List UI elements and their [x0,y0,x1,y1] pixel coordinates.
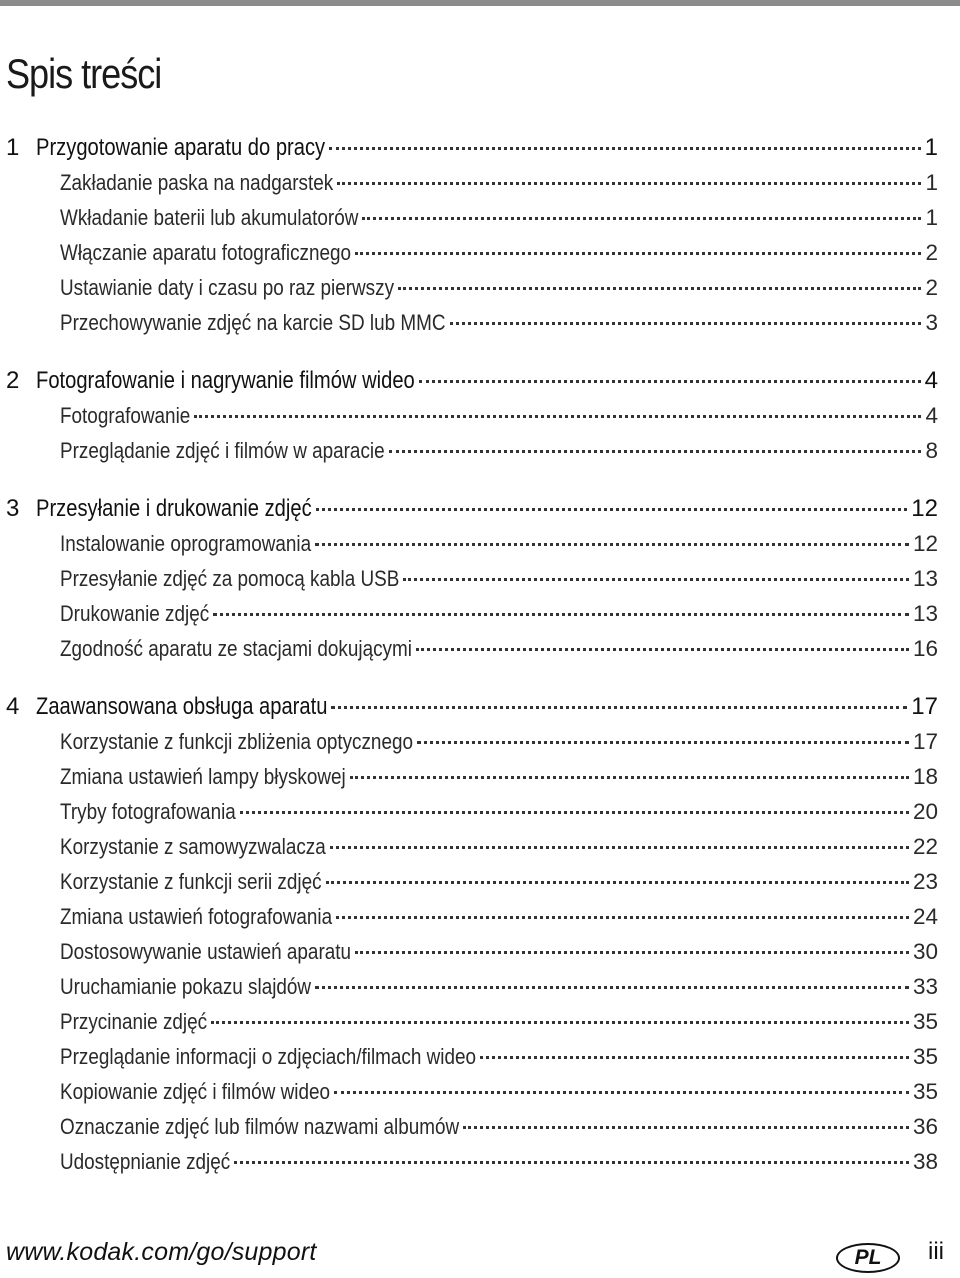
toc-entry[interactable] [60,725,938,759]
entry-page-number: 36 [912,1114,938,1139]
chapter-title: Zaawansowana obsługa aparatu [36,693,328,720]
entry-page-number: 2 [925,240,938,265]
entry-page-number: 4 [924,367,938,394]
entry-title: Zgodność aparatu ze stacjami dokującymi [60,636,412,661]
dot-leader [362,217,921,220]
toc-entry[interactable] [60,166,938,200]
dot-leader [389,450,922,453]
dot-leader [329,147,921,150]
dot-leader [419,380,921,383]
dot-leader [331,706,907,709]
toc-entry[interactable] [60,1040,938,1074]
dot-leader [337,182,921,185]
toc-entry[interactable] [60,1075,938,1109]
entry-title: Drukowanie zdjęć [60,601,210,626]
entry-page-number: 17 [911,693,938,720]
toc-entry[interactable] [60,632,938,666]
page-title: Spis treści [6,50,162,97]
entry-title: Przechowywanie zdjęć na karcie SD lub MMC [60,310,446,335]
toc-entry[interactable] [60,1145,938,1179]
dot-leader [240,811,909,814]
entry-title: Korzystanie z samowyzwalacza [60,834,326,859]
entry-title: Ustawianie daty i czasu po raz pierwszy [60,275,395,300]
dot-leader [480,1056,909,1059]
toc-entry[interactable] [60,1005,938,1039]
entry-page-number: 1 [925,170,938,195]
toc-entry[interactable] [60,236,938,270]
entry-page-number: 1 [925,205,938,230]
entry-page-number: 24 [912,904,938,929]
entry-title: Oznaczanie zdjęć lub filmów nazwami albumów [60,1114,460,1139]
toc-entry[interactable] [60,597,938,631]
toc-entry[interactable] [60,795,938,829]
entry-page-number: 2 [925,275,938,300]
toc-entry[interactable] [60,271,938,305]
dot-leader [315,543,909,546]
entry-title: Udostępnianie zdjęć [60,1149,231,1174]
dot-leader [194,415,921,418]
dot-leader [315,986,909,989]
chapter-number: 2 [6,367,20,394]
entry-page-number: 38 [912,1149,938,1174]
dot-leader [336,916,909,919]
dot-leader [416,648,909,651]
dot-leader [450,322,922,325]
entry-title: Przycinanie zdjęć [60,1009,208,1034]
dot-leader [403,578,909,581]
entry-title: Włączanie aparatu fotograficznego [60,240,352,265]
entry-title: Korzystanie z funkcji serii zdjęć [60,869,322,894]
entry-page-number: 22 [912,834,938,859]
entry-title: Przeglądanie zdjęć i filmów w aparacie [60,438,385,463]
entry-title: Przesyłanie zdjęć za pomocą kabla USB [60,566,400,591]
entry-page-number: 3 [925,310,938,335]
entry-page-number: 8 [925,438,938,463]
dot-leader [213,613,909,616]
toc-entry[interactable] [60,562,938,596]
dot-leader [211,1021,909,1024]
dot-leader [326,881,909,884]
toc-entry[interactable] [60,434,938,468]
toc-entry[interactable] [60,935,938,969]
dot-leader [316,508,908,511]
entry-page-number: 35 [912,1009,938,1034]
chapter-title: Fotografowanie i nagrywanie filmów wideo [36,367,415,394]
entry-title: Dostosowywanie ustawień aparatu [60,939,352,964]
entry-page-number: 23 [912,869,938,894]
entry-page-number: 1 [924,134,938,161]
entry-page-number: 16 [912,636,938,661]
entry-page-number: 30 [912,939,938,964]
dot-leader [330,846,909,849]
entry-title: Zakładanie paska na nadgarstek [60,170,334,195]
entry-title: Instalowanie oprogramowania [60,531,312,556]
entry-title: Przeglądanie informacji o zdjęciach/filmach wideo [60,1044,477,1069]
entry-title: Wkładanie baterii lub akumulatorów [60,205,359,230]
toc-entry[interactable] [60,1110,938,1144]
toc-entry[interactable] [60,306,938,340]
entry-title: Uruchamianie pokazu slajdów [60,974,312,999]
toc-entry[interactable] [60,900,938,934]
chapter-title: Przesyłanie i drukowanie zdjęć [36,495,312,522]
dot-leader [463,1126,909,1129]
top-rule [0,0,960,6]
entry-title: Kopiowanie zdjęć i filmów wideo [60,1079,330,1104]
entry-page-number: 18 [912,764,938,789]
entry-page-number: 12 [911,495,938,522]
entry-page-number: 13 [912,566,938,591]
chapter-number: 4 [6,693,20,720]
entry-page-number: 20 [912,799,938,824]
dot-leader [350,776,909,779]
toc-chapter[interactable] [6,492,938,526]
dot-leader [398,287,921,290]
toc-entry[interactable] [60,760,938,794]
entry-title: Zmiana ustawień fotografowania [60,904,333,929]
entry-title: Korzystanie z funkcji zbliżenia optycznego [60,729,413,754]
toc-entry[interactable] [60,527,938,561]
support-url[interactable]: www.kodak.com/go/support [6,1238,317,1266]
entry-page-number: 13 [912,601,938,626]
chapter-number: 1 [6,134,20,161]
entry-page-number: 12 [912,531,938,556]
entry-page-number: 33 [912,974,938,999]
dot-leader [355,252,921,255]
entry-page-number: 4 [925,403,938,428]
toc-chapter[interactable] [6,131,938,165]
toc-entry[interactable] [60,865,938,899]
entry-title: Fotografowanie [60,403,191,428]
chapter-number: 3 [6,495,20,522]
dot-leader [355,951,909,954]
language-badge: PL [836,1243,900,1273]
dot-leader [234,1161,909,1164]
chapter-title: Przygotowanie aparatu do pracy [36,134,326,161]
toc-entry[interactable] [60,970,938,1004]
dot-leader [417,741,909,744]
toc-entry[interactable] [60,399,938,433]
toc-chapter[interactable] [6,364,938,398]
entry-page-number: 35 [912,1044,938,1069]
dot-leader [334,1091,909,1094]
entry-page-number: 35 [912,1079,938,1104]
entry-title: Tryby fotografowania [60,799,236,824]
toc-entry[interactable] [60,830,938,864]
entry-title: Zmiana ustawień lampy błyskowej [60,764,346,789]
entry-page-number: 17 [912,729,938,754]
toc-entry[interactable] [60,201,938,235]
page-number: iii [928,1238,944,1265]
toc-chapter[interactable] [6,690,938,724]
